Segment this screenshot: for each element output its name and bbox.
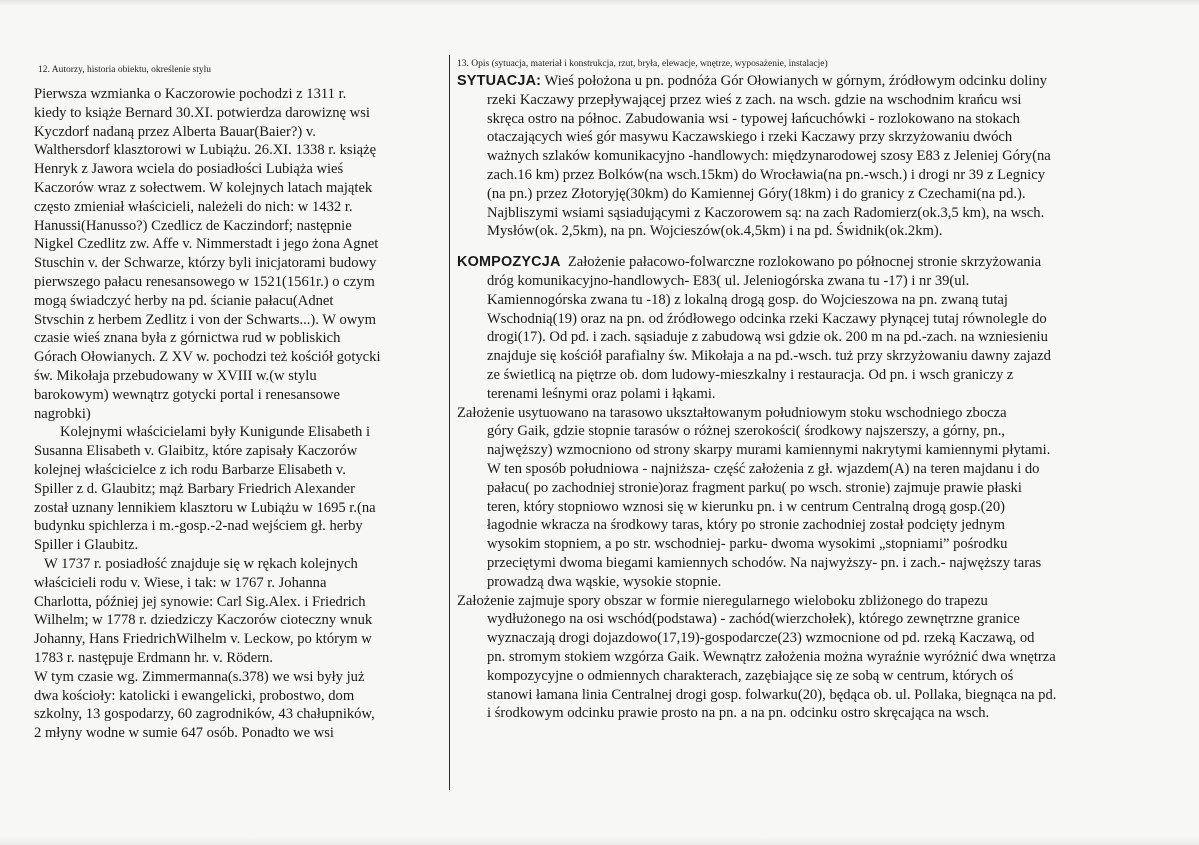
history-line: nagrobki) xyxy=(34,405,91,422)
kompozycja-heading: KOMPOZYCJA xyxy=(457,254,561,271)
history-line: Stvschin z herbem Zedlitz i von der Schwarts...). W owym xyxy=(34,311,376,328)
history-line: często zmieniał właścicieli, należeli do nich: w 1432 r. xyxy=(34,198,353,215)
paragraph-line: pn. stromym stokiem wzgórza Gaik. Wewnątrz założenia można wyraźnie wyróżnić dwa wnętrza xyxy=(487,648,1056,665)
history-line: Johanny, Hans FriedrichWilhelm v. Leckow, po którym w xyxy=(34,631,372,648)
sytuacja-line: Najbliszymi wsiami sąsiadującymi z Kaczorowem są: na zach Radomierz(ok.3,5 km), na wsch. xyxy=(487,204,1045,221)
kompozycja-text xyxy=(457,272,1177,404)
history-line: szkolny, 13 gospodarzy, 60 zagrodników, 43 chałupników, xyxy=(34,706,375,723)
history-line: W 1737 r. posiadłość znajduje się w rękach kolejnych xyxy=(44,555,358,572)
history-line: pierwszego pałacu renesansowego w 1521(1561r.) o czym xyxy=(34,273,375,290)
sytuacja-line: ważnych szlaków komunikacyjno -handlowych: międzynarodowej szosy E83 z Jeleniej Góry(na xyxy=(487,148,1051,165)
history-line: Kyczdorf nadaną przez Alberta Bauar(Baier?) v. xyxy=(34,123,316,140)
history-line: Kaczorów wraz z sołectwem. W kolejnych latach majątek xyxy=(34,179,373,196)
paragraph-line: przeciętymi dwoma biegami kamiennych schodów. Na najwyższy- pn. i zach.- najwęższy taras xyxy=(487,554,1042,571)
paragraph-line: najwęższy) wzmocniono od strony skarpy murami kamiennymi nakrytymi kamiennymi płytami. xyxy=(487,442,1051,459)
history-line: Susanna Elisabeth v. Glaibitz, które zapisały Kaczorów xyxy=(34,443,358,460)
paragraph-line: teren, który stopniowo wznosi się w kierunku pn. i w centrum Centralną drogą gosp.(20) xyxy=(487,498,1005,515)
history-line: Stuschin v. der Schwarze, którzy byli inicjatorami budowy xyxy=(34,255,377,272)
history-line: barokowym) wewnątrz gotycki portal i renesansowe xyxy=(34,386,340,403)
history-line: Nigkel Czedlitz zw. Affe v. Nimmerstadt i jego żona Agnet xyxy=(34,236,379,253)
kompozycja-paragraphs xyxy=(457,404,1177,724)
history-line: W tym czasie wg. Zimmermanna(s.378) we wsi były już xyxy=(34,668,365,685)
paragraph-line: kompozycyjne o odmiennych charakterach, zazębiające się ze sobą w centrum, których oś xyxy=(487,667,1014,684)
sytuacja-line: otaczających wieś gór masywu Kaczawskiego i rzeki Kaczawy przy skrzyżowaniu dwóch xyxy=(487,129,1013,146)
sytuacja-line: (na pn.) przez Złotoryję(30km) do Kamiennej Góry(18km) i do granicy z Czechami(na pd.). xyxy=(487,185,1026,202)
history-line: Pierwsza wzmianka o Kaczorowie pochodzi z 1311 r. xyxy=(34,86,347,102)
history-line: Wilhelm; w 1778 r. dziedziczy Kaczorów cioteczny wnuk xyxy=(34,612,373,629)
history-line: Walthersdorf klasztorowi w Lubiążu. 26.XI. 1338 r. książę xyxy=(34,142,377,159)
paragraph-line: wysokim stopniem, a po str. wschodniej- parku- dwoma wysokimi „stopniami” pośrodku xyxy=(487,536,1008,553)
scan-edge-bottom xyxy=(0,837,1199,845)
kompozycja-line: terenami leśnymi oraz polami i łąkami. xyxy=(487,385,716,402)
history-line: Górach Ołowianych. Z XV w. pochodzi też kościół gotycki xyxy=(34,349,381,366)
kompozycja-line: Wschodnią(19) oraz na pn. od źródłowego odcinka rzeki Kaczawy płynącej tutaj równolegle do xyxy=(487,310,1047,327)
history-line: mogą świadczyć herby na pd. ścianie pałacu(Adnet xyxy=(34,292,334,309)
section-13-label: 13. Opis (sytuacja, materiał i konstrukcja, rzut, bryła, elewacje, wnętrze, wyposażenie, instalacje) xyxy=(457,59,828,69)
kompozycja-first-text: Założenie pałacowo-folwarczne rozlokowano po północnej stronie skrzyżowania xyxy=(567,254,1042,271)
history-line: został uznany lennikiem klasztoru w Lubiążu w 1695 r.(na xyxy=(34,499,376,516)
paragraph-first-line: Założenie zajmuje spory obszar w formie nieregularnego wieloboku zbliżonego do trapezu xyxy=(457,592,988,609)
scan-edge-top xyxy=(0,0,1199,6)
history-column xyxy=(34,64,444,743)
kompozycja-line: drogi(17). Od pd. i zach. sąsiaduje z zabudową wsi gdzie ok. 200 m na pd.-zach. na wzniesieniu xyxy=(487,329,1048,346)
history-line: 1783 r. następuje Erdmann hr. v. Rödern. xyxy=(34,649,273,666)
history-line: Spiller i Glaubitz. xyxy=(34,537,139,554)
history-line: kiedy to książe Bernard 30.XI. potwierdza darowiznę wsi xyxy=(34,104,370,121)
history-text xyxy=(34,85,444,743)
paragraph-line: wydłużonego na osi wschód(podstawa) - zachód(wierzchołek), którego zewnętrzne granice xyxy=(487,611,1020,628)
history-line: Hanussi(Hanusso?) Czedlicz de Kaczindorf; następnie xyxy=(34,217,352,234)
paragraph-line: pałacu( po zachodniej stronie)oraz fragment parku( po wsch. stronie) zajmuje prawie płaski xyxy=(487,479,1022,496)
sytuacja-line: Mysłów(ok. 2,5km), na pn. Wojcieszów(ok.4,5km) i na pd. Świdnik(ok.2km). xyxy=(487,223,943,240)
sytuacja-line: rzeki Kaczawy przepływającej przez wieś z zach. na wsch. gdzie na wschodnim krańcu wsi xyxy=(487,91,1022,108)
paragraph-line: i środkowym odcinku prawie prosto na pn. a na pn. odcinku ostro skręcająca na wsch. xyxy=(487,705,990,722)
sytuacja-first-line xyxy=(457,72,1177,91)
paragraph-first-line: Założenie usytuowano na tarasowo ukształtowanym południowym stoku wschodniego zbocza xyxy=(457,404,1007,421)
description-column xyxy=(457,58,1177,723)
history-line: dwa kościoły: katolicki i ewangelicki, probostwo, dom xyxy=(34,687,355,704)
paragraph-line: wyznaczają drogi dojazdowo(17,19)-gospodarcze(23) wzmocnione od pd. rzeką Kaczawą, od xyxy=(487,630,1035,647)
history-line: Charlotta, później jej synowie: Carl Sig.Alex. i Friedrich xyxy=(34,593,366,610)
sytuacja-text xyxy=(457,91,1177,241)
history-line: kolejnej właścicielce z ich rodu Barbarze Elisabeth v. xyxy=(34,461,346,478)
sytuacja-heading: SYTUACJA: xyxy=(457,73,542,89)
kompozycja-first-line xyxy=(457,253,1177,272)
history-line: św. Mikołaja przebudowany w XVIII w.(w stylu xyxy=(34,367,317,384)
kompozycja-line: dróg komunikacyjno-handlowych- E83( ul. Jeleniogórska zwana tu -17) i nr 39(ul. xyxy=(487,272,970,289)
sytuacja-first-text: Wieś położona u pn. podnóża Gór Ołowianych w górnym, źródłowym odcinku doliny xyxy=(544,73,1047,89)
sytuacja-line: skręca ostro na północ. Zabudowania wsi - typowej łańcuchówki - rozlokowano na stokach xyxy=(487,110,1020,127)
history-line: budynku spichlerza i m.-gosp.-2-nad wejściem gł. herby xyxy=(34,518,363,535)
history-line: właścicieli rodu v. Wiese, i tak: w 1767 r. Johanna xyxy=(34,574,327,591)
section-gap xyxy=(457,241,1177,253)
paragraph-line: stanowi łamana linia Centralnej drogi gosp. folwarku(20), będąca ob. ul. Pollaka, biegnąca na pd. xyxy=(487,686,1057,703)
history-line: Henryk z Jawora wciela do posiadłości Lubiąża wieś xyxy=(34,161,344,178)
section-12-label: 12. Autorzy, historia obiektu, określenie stylu xyxy=(38,65,211,75)
paragraph-line: prowadzą dwa wąskie, wysokie stopnie. xyxy=(487,573,722,590)
history-line: czasie wieś znana była z górnictwa rud w pobliskich xyxy=(34,330,341,347)
kompozycja-line: ze świetlicą na piętrze ob. dom ludowy-mieszkalny i restauracja. Od pn. i wsch graniczy z xyxy=(487,366,1014,383)
history-line: Kolejnymi właścicielami były Kunigunde Elisabeth i xyxy=(60,424,371,441)
kompozycja-line: Kamiennogórska zwana tu -18) z lokalną drogą gosp. do Wojcieszowa na pn. zwaną tutaj xyxy=(487,291,1008,308)
column-divider xyxy=(449,55,450,790)
kompozycja-line: znajduje się kościół parafialny św. Mikołaja a na pd.-wsch. tuż przy skrzyżowaniu dawny zajazd xyxy=(487,348,1051,365)
history-line: Spiller z d. Glaubitz; mąż Barbary Friedrich Alexander xyxy=(34,480,355,497)
history-line: 2 młyny wodne w sumie 647 osób. Ponadto we wsi xyxy=(34,725,334,742)
sytuacja-line: zach.16 km) przez Bolków(na wsch.15km) do Wrocławia(na pn.-wsch.) i drogi nr 39 z Legnicy xyxy=(487,166,1045,183)
paragraph-line: W ten sposób południowa - najniższa- część założenia z gł. wjazdem(A) na teren majdanu i do xyxy=(487,460,1040,477)
paragraph-line: łagodnie wkracza na środkowy taras, który po stronie zachodniej został podcięty jednym xyxy=(487,517,1005,534)
paragraph-line: góry Gaik, gdzie stopnie tarasów o różnej szerokości( środkowy najszerszy, a górny, pn., xyxy=(487,423,1006,440)
